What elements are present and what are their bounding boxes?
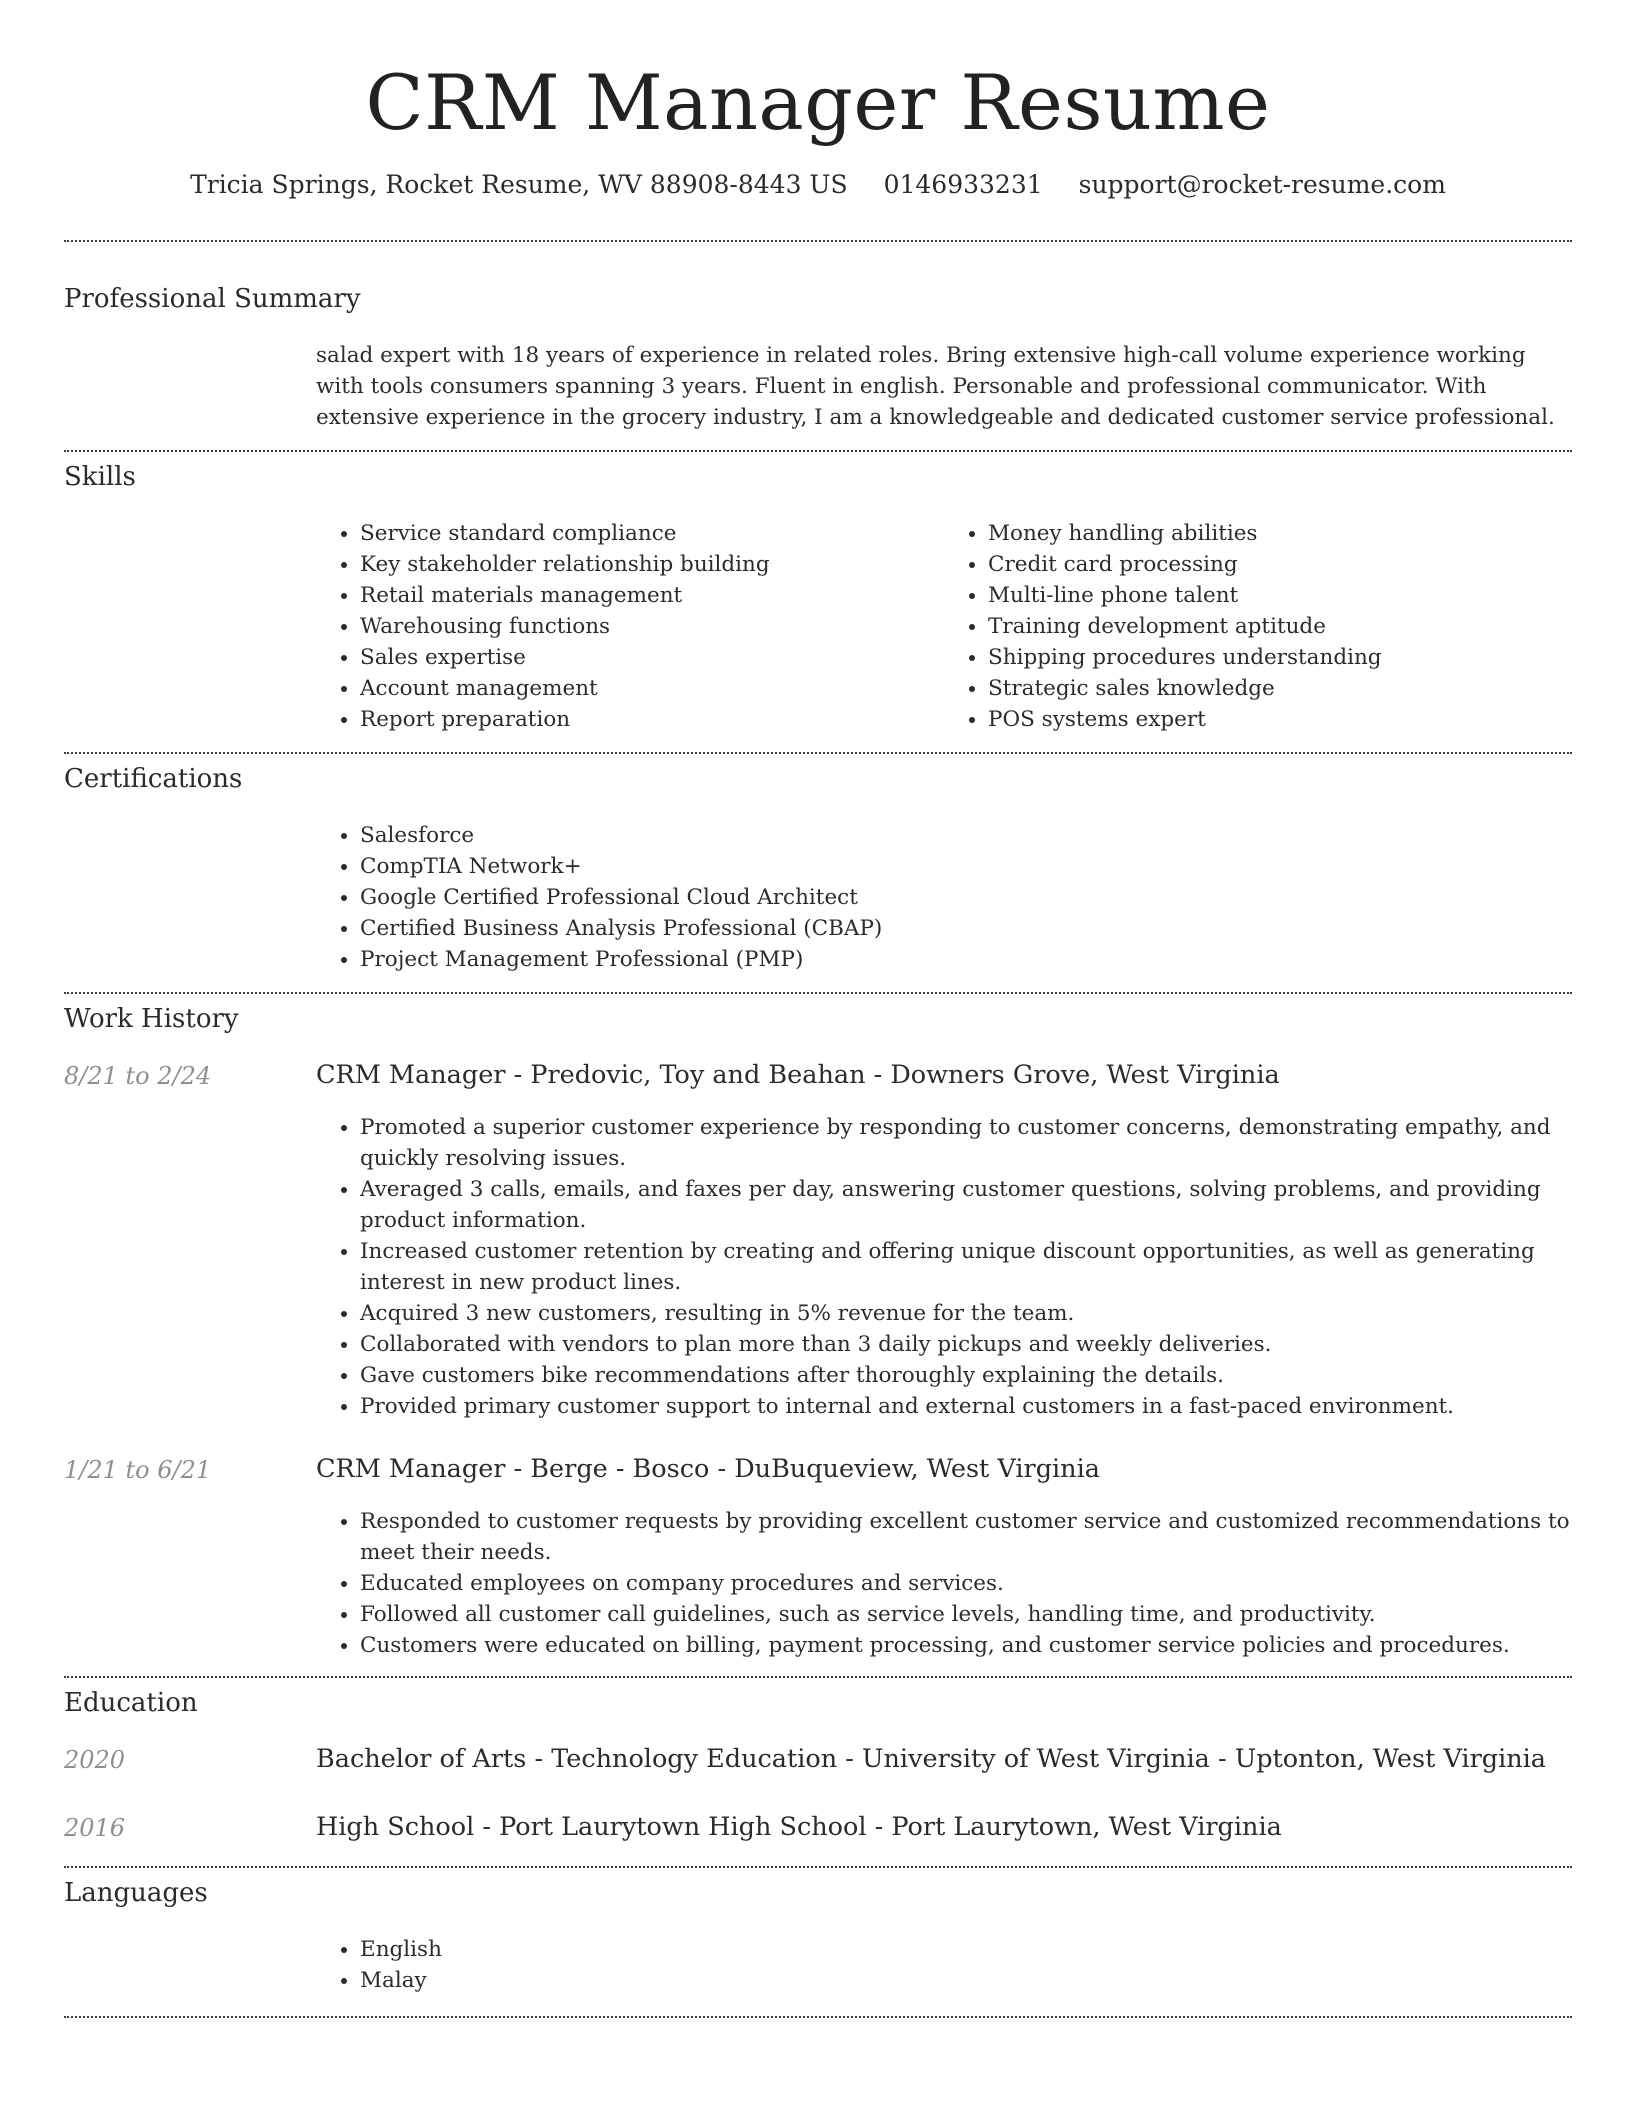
page-title: CRM Manager Resume bbox=[365, 58, 1271, 147]
contact-line bbox=[64, 168, 1572, 202]
list-item: • Averaged 3 calls, emails, and faxes per day, answering customer questions, solving problems, and providing product information. bbox=[360, 1174, 1572, 1236]
divider bbox=[64, 1866, 1572, 1868]
section-title-certifications: Certifications bbox=[64, 764, 243, 794]
languages-list bbox=[316, 1934, 1572, 1996]
list-item: • Responded to customer requests by providing excellent customer service and customized recommendations to meet their needs. bbox=[360, 1506, 1572, 1568]
summary-text: salad expert with 18 years of experience in related roles. Bring extensive high-call volume experience working with tools consumers spanning 3 years. Fluent in english. Personable and professional communicator. With extensive experience in the grocery industry, I am a knowledgeable and dedicated customer service professional. bbox=[316, 343, 1555, 430]
divider bbox=[64, 752, 1572, 754]
section-title-work-history: Work History bbox=[64, 1004, 239, 1034]
list-item: • Training development aptitude bbox=[988, 611, 1572, 642]
job-dates: 1/21 to 6/21 bbox=[64, 1456, 212, 1484]
education-entry: Bachelor of Arts - Technology Education - University of West Virginia - Uptonton, West Virginia bbox=[316, 1744, 1547, 1774]
section-title-education: Education bbox=[64, 1688, 198, 1718]
list-item: • Multi-line phone talent bbox=[988, 580, 1572, 611]
list-item: • Provided primary customer support to internal and external customers in a fast-paced environment. bbox=[360, 1391, 1572, 1422]
list-item: • Increased customer retention by creating and offering unique discount opportunities, as well as generating interest in new product lines. bbox=[360, 1236, 1572, 1298]
list-item: • Educated employees on company procedures and services. bbox=[360, 1568, 1572, 1599]
skills-column-right bbox=[944, 518, 1572, 735]
list-item: • Strategic sales knowledge bbox=[988, 673, 1572, 704]
section-title-summary: Professional Summary bbox=[64, 284, 361, 314]
divider bbox=[64, 992, 1572, 994]
list-item: • Retail materials management bbox=[360, 580, 944, 611]
list-item: • Followed all customer call guidelines, such as service levels, handling time, and productivity. bbox=[360, 1599, 1572, 1630]
divider bbox=[64, 240, 1572, 242]
job-dates: 8/21 to 2/24 bbox=[64, 1062, 212, 1090]
skills-list bbox=[316, 518, 1572, 735]
education-year: 2016 bbox=[64, 1814, 126, 1842]
contact-phone: 0146933231 bbox=[883, 170, 1043, 199]
list-item: • Shipping procedures understanding bbox=[988, 642, 1572, 673]
list-item: • Project Management Professional (PMP) bbox=[360, 944, 1572, 975]
certifications-list bbox=[316, 820, 1572, 975]
list-item: • Collaborated with vendors to plan more than 3 daily pickups and weekly deliveries. bbox=[360, 1329, 1572, 1360]
list-item: • Account management bbox=[360, 673, 944, 704]
job-bullets bbox=[316, 1506, 1572, 1661]
list-item: • Customers were educated on billing, payment processing, and customer service policies and procedures. bbox=[360, 1630, 1572, 1661]
list-item: • Salesforce bbox=[360, 820, 1572, 851]
contact-email: support@rocket-resume.com bbox=[1078, 170, 1446, 199]
section-title-languages: Languages bbox=[64, 1878, 208, 1908]
list-item: • Malay bbox=[360, 1965, 1572, 1996]
section-title-skills: Skills bbox=[64, 462, 136, 492]
list-item: • Warehousing functions bbox=[360, 611, 944, 642]
list-item: • Promoted a superior customer experience by responding to customer concerns, demonstrating empathy, and quickly resolving issues. bbox=[360, 1112, 1572, 1174]
list-item: • Report preparation bbox=[360, 704, 944, 735]
education-year: 2020 bbox=[64, 1746, 126, 1774]
job-title: CRM Manager - Berge - Bosco - DuBuqueview, West Virginia bbox=[316, 1454, 1100, 1484]
list-item: • Google Certified Professional Cloud Architect bbox=[360, 882, 1572, 913]
resume-page bbox=[64, 0, 1572, 1993]
list-item: • Gave customers bike recommendations after thoroughly explaining the details. bbox=[360, 1360, 1572, 1391]
divider bbox=[64, 2016, 1572, 2018]
job-title: CRM Manager - Predovic, Toy and Beahan - Downers Grove, West Virginia bbox=[316, 1060, 1280, 1090]
list-item: • Certified Business Analysis Professional (CBAP) bbox=[360, 913, 1572, 944]
list-item: • Acquired 3 new customers, resulting in 5% revenue for the team. bbox=[360, 1298, 1572, 1329]
list-item: • English bbox=[360, 1934, 1572, 1965]
contact-address: Tricia Springs, Rocket Resume, WV 88908-8443 US bbox=[190, 170, 848, 199]
divider bbox=[64, 450, 1572, 452]
list-item: • POS systems expert bbox=[988, 704, 1572, 735]
education-entry: High School - Port Laurytown High School - Port Laurytown, West Virginia bbox=[316, 1812, 1282, 1842]
list-item: • Credit card processing bbox=[988, 549, 1572, 580]
list-item: • Service standard compliance bbox=[360, 518, 944, 549]
list-item: • Key stakeholder relationship building bbox=[360, 549, 944, 580]
list-item: • Sales expertise bbox=[360, 642, 944, 673]
skills-column-left bbox=[316, 518, 944, 735]
list-item: • CompTIA Network+ bbox=[360, 851, 1572, 882]
list-item: • Money handling abilities bbox=[988, 518, 1572, 549]
divider bbox=[64, 1676, 1572, 1678]
job-bullets bbox=[316, 1112, 1572, 1422]
